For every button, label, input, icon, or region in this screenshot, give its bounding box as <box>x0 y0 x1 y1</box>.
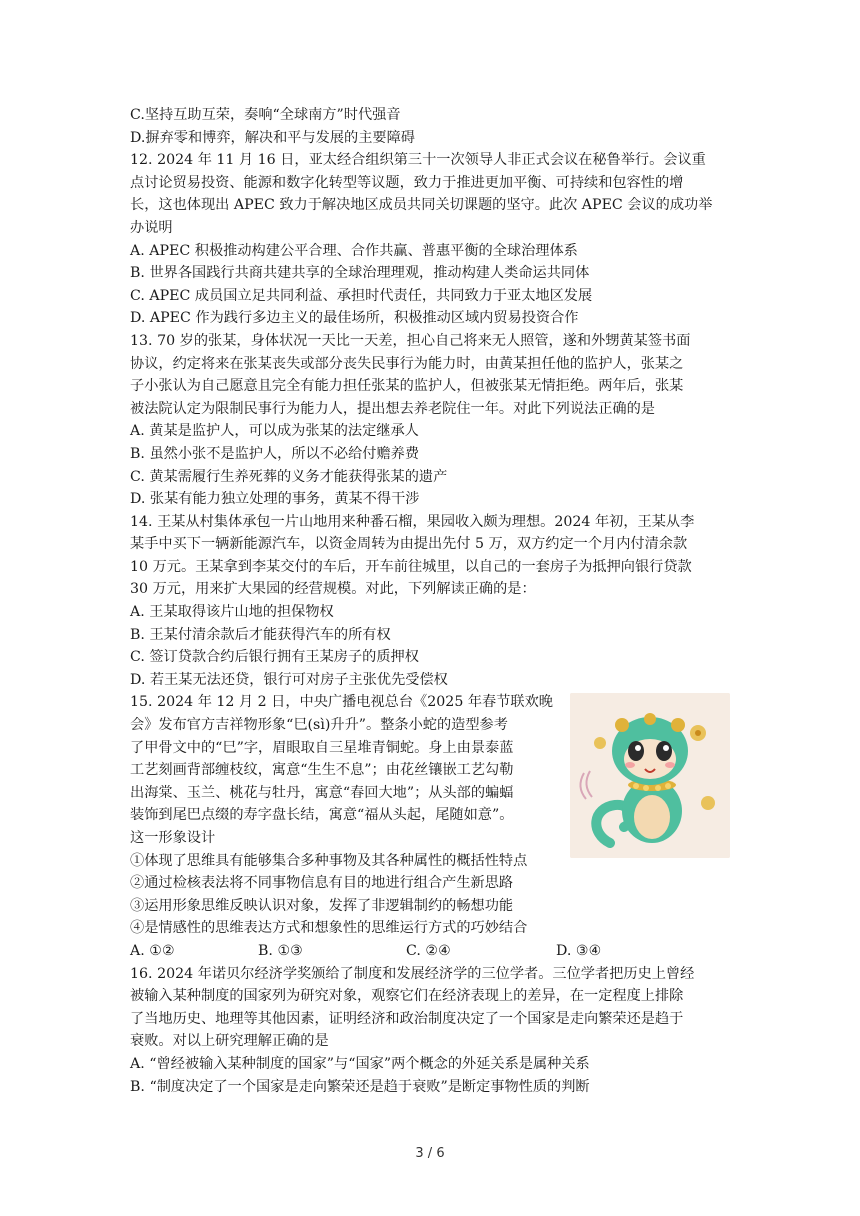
question-text-line: 这一形象设计 <box>130 830 216 846</box>
statement-1: ①体现了思维具有能够集合多种事物及其各种属性的概括性特点 <box>130 852 528 869</box>
question-text-line: 16. 2024 年诺贝尔经济学奖颁给了制度和发展经济学的三位学者。三位学者把历史上曾经 <box>130 965 695 982</box>
question-text-line: 长，这也体现出 APEC 致力于解决地区成员共同关切课题的坚守。此次 APEC 会议的成功举 <box>130 197 713 214</box>
statement-2: ②通过检核表法将不同事物信息有目的地进行组合产生新思路 <box>130 875 514 892</box>
statement-3: ③运用形象思维反映认识对象，发挥了非逻辑制约的畅想功能 <box>130 897 514 914</box>
option-b: B. 世界各国践行共商共建共享的全球治理理观，推动构建人类命运共同体 <box>130 265 590 282</box>
option-a: A. APEC 积极推动构建公平合理、合作共赢、普惠平衡的全球治理体系 <box>130 242 578 259</box>
option-b: B. “制度决定了一个国家是走向繁荣还是趋于衰败”是断定事物性质的判断 <box>130 1078 590 1095</box>
exam-page <box>130 104 730 1098</box>
question-text-line: 12. 2024 年 11 月 16 日，亚太经合组织第三十一次领导人非正式会议在秘鲁举行。会议重 <box>130 152 706 169</box>
option-c: C. 黄某需履行生养死葬的义务才能获得张某的遗产 <box>130 468 448 485</box>
option-a: A. 黄某是监护人，可以成为张某的法定继承人 <box>130 423 419 440</box>
question-14 <box>130 511 730 692</box>
option-a: A. ①② <box>130 942 175 959</box>
option-b: B. 虽然小张不是监护人，所以不必给付赡养费 <box>130 445 420 462</box>
option-b: B. 王某付清余款后才能获得汽车的所有权 <box>130 626 391 643</box>
question-text-line: 办说明 <box>130 219 173 236</box>
question-text-line: 14. 王某从村集体承包一片山地用来种番石榴，果园收入颇为理想。2024 年初，王某从李 <box>130 513 695 530</box>
question-text-line: 点讨论贸易投资、能源和数字化转型等议题，致力于推进更加平衡、可持续和包容性的增 <box>130 174 684 191</box>
question-text-line: 某手中买下一辆新能源汽车，以资金周转为由提出先付 5 万，双方约定一个月内付清余款 <box>130 536 688 553</box>
question-15-text <box>130 691 570 940</box>
question-text-line: 15. 2024 年 12 月 2 日，中央广播电视总台《2025 年春节联欢晚 <box>130 694 553 711</box>
question-text-line: 工艺刻画背部缠枝纹，寓意“生生不息”；由花丝镶嵌工艺勾勒 <box>130 762 514 779</box>
question-text-line: 13. 70 岁的张某，身体状况一天比一天差，担心自己将来无人照管，遂和外甥黄某签书面 <box>130 332 691 349</box>
question-text-line: 协议，约定将来在张某丧失或部分丧失民事行为能力时，由黄某担任他的监护人，张某之 <box>130 355 684 372</box>
statement-4: ④是情感性的思维表达方式和想象性的思维运行方式的巧妙结合 <box>130 920 528 937</box>
question-16 <box>130 963 730 1099</box>
page-number: 3 / 6 <box>415 1146 445 1161</box>
question-text-line: 30 万元，用来扩大果园的经营规模。对此，下列解读正确的是： <box>130 581 536 598</box>
option-d: D.摒弃零和博弈，解决和平与发展的主要障碍 <box>130 129 415 146</box>
question-text-line: 出海棠、玉兰、桃花与牡丹，寓意“春回大地”；从头部的蝙蝠 <box>130 784 514 801</box>
question-13 <box>130 330 730 511</box>
question-text-line: 被法院认定为限制民事行为能力人，提出想去养老院住一年。对此下列说法正确的是 <box>130 400 655 417</box>
question-text-line: 了当地历史、地理等其他因素，证明经济和政治制度决定了一个国家是走向繁荣还是趋于 <box>130 1010 684 1027</box>
question-text-line: 衰败。对以上研究理解正确的是 <box>130 1033 329 1050</box>
option-a: A. 王某取得该片山地的担保物权 <box>130 604 334 621</box>
question-12 <box>130 149 730 330</box>
answer-options <box>130 940 730 963</box>
question-text-line: 子小张认为自己愿意且完全有能力担任张某的监护人，但被张某无情拒绝。两年后，张某 <box>130 378 684 395</box>
question-text-line: 会》发布官方吉祥物形象“巳(sì)升升”。整条小蛇的造型参考 <box>130 717 508 734</box>
question-text-line: 10 万元。王某拿到李某交付的车后，开车前往城里，以自己的一套房子为抵押向银行贷款 <box>130 558 692 575</box>
question-11-tail <box>130 104 730 149</box>
option-d: D. 若王某无法还贷，银行可对房子主张优先受偿权 <box>130 671 448 688</box>
option-a: A. “曾经被输入某种制度的国家”与“国家”两个概念的外延关系是属种关系 <box>130 1055 590 1072</box>
option-c: C. 签订贷款合约后银行拥有王某房子的质押权 <box>130 649 419 666</box>
question-15 <box>130 691 730 962</box>
option-c: C. ②④ <box>406 942 451 959</box>
question-text-line: 装饰到尾巴点缀的寿字盘长结，寓意“福从头起，尾随如意”。 <box>130 807 514 824</box>
option-c: C. APEC 成员国立足共同利益、承担时代责任，共同致力于亚太地区发展 <box>130 287 593 304</box>
option-d: D. ③④ <box>556 942 602 959</box>
option-b: B. ①③ <box>258 942 303 959</box>
question-text-line: 被输入某种制度的国家列为研究对象，观察它们在经济表现上的差异，在一定程度上排除 <box>130 988 684 1005</box>
question-text-line: 了甲骨文中的“巳”字，眉眼取自三星堆青铜蛇。身上由景泰蓝 <box>130 739 514 756</box>
option-c: C.坚持互助互荣，奏响“全球南方”时代强音 <box>130 107 401 123</box>
option-d: D. APEC 作为践行多边主义的最佳场所，积极推动区域内贸易投资合作 <box>130 310 579 327</box>
snake-mascot-image <box>570 693 730 858</box>
option-d: D. 张某有能力独立处理的事务，黄某不得干涉 <box>130 491 420 508</box>
